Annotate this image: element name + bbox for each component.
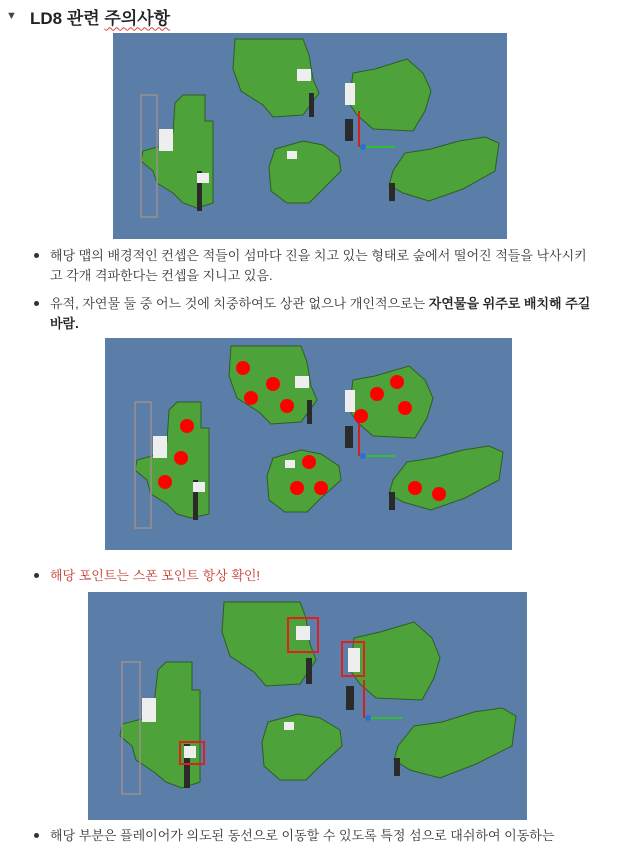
spawn-marker xyxy=(158,475,172,489)
spawn-marker xyxy=(280,399,294,413)
spawn-marker xyxy=(432,487,446,501)
section-title: LD8 관련 주의사항 xyxy=(30,8,171,28)
spawn-marker xyxy=(266,377,280,391)
bullet-dot xyxy=(34,573,39,578)
spawn-marker xyxy=(354,409,368,423)
map-screenshot-2 xyxy=(105,338,512,550)
spawn-marker xyxy=(302,455,316,469)
bullet-dash-route xyxy=(34,826,594,846)
spawn-marker xyxy=(390,375,404,389)
map-screenshot-1 xyxy=(113,33,507,239)
spawn-marker xyxy=(236,361,250,375)
bullet-dot xyxy=(34,833,39,838)
bullet-dot xyxy=(34,301,39,306)
spawn-marker xyxy=(398,401,412,415)
bullet-dot xyxy=(34,253,39,258)
spawn-marker xyxy=(244,391,258,405)
spawn-marker xyxy=(290,481,304,495)
spawn-marker xyxy=(180,419,194,433)
spawn-marker xyxy=(370,387,384,401)
bullet-text: 해당 부분은 플레이어가 의도된 동선으로 이동할 수 있도록 특정 섬으로 대쉬하여 이동하는 xyxy=(50,828,555,843)
collapse-triangle-icon[interactable]: ▼ xyxy=(6,10,17,22)
bullet-concept xyxy=(34,246,594,286)
bullet-placement xyxy=(34,294,594,334)
map-screenshot-3 xyxy=(88,592,527,820)
spawn-marker xyxy=(408,481,422,495)
section-header xyxy=(6,4,170,28)
bullet-text: 유적, 자연물 둘 중 어느 것에 치중하여도 상관 없으나 개인적으로는 자연물을 위주로 배치해 주길 바람. xyxy=(50,296,591,331)
bullet-text: 해당 포인트는 스폰 포인트 항상 확인! xyxy=(50,568,261,583)
bullet-text: 해당 맵의 배경적인 컨셉은 적들이 섬마다 진을 치고 있는 형태로 숲에서 떨어진 적들을 낙사시키고 각개 격파한다는 컨셉을 지니고 있음. xyxy=(50,248,587,283)
spawn-marker xyxy=(314,481,328,495)
spawn-marker xyxy=(174,451,188,465)
bullet-spawn-warning xyxy=(34,566,594,586)
